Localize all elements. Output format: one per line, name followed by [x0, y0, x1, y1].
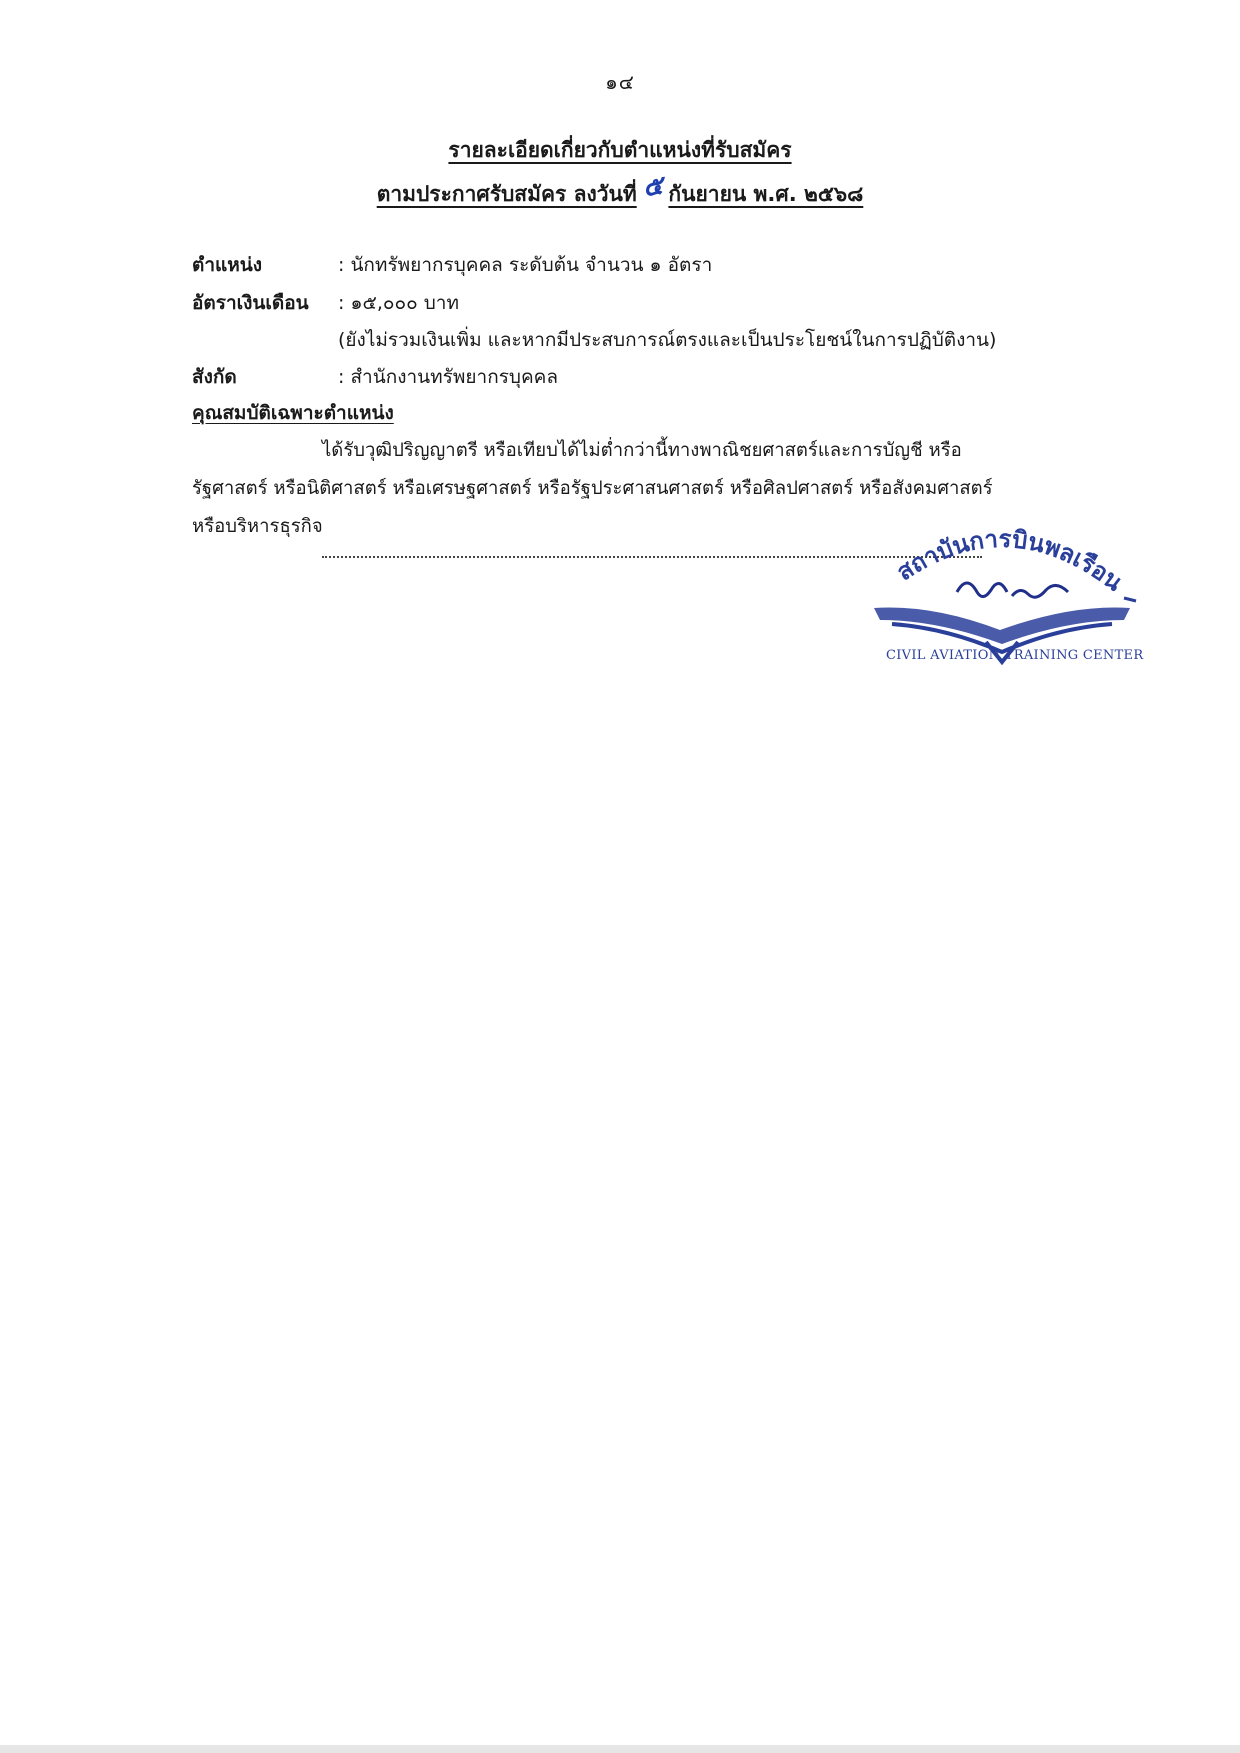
document-subtitle — [0, 172, 1240, 213]
position-value: : นักทรัพยากรบุคคล ระดับต้น จำนวน ๑ อัตรา — [338, 254, 713, 276]
document-title — [0, 134, 1240, 167]
qualification-line-2: รัฐศาสตร์ หรือนิติศาสตร์ หรือเศรษฐศาสตร์ หรือรัฐประศาสนศาสตร์ หรือศิลปศาสตร์ หรือสังคมศาสตร์ — [192, 478, 993, 499]
handwritten-day: ๕ — [640, 170, 665, 204]
qualification-heading: คุณสมบัติเฉพาะตำแหน่ง — [192, 402, 394, 424]
stamp-org-name — [892, 525, 1129, 597]
title-line-1: รายละเอียดเกี่ยวกับตำแหน่งที่รับสมัคร — [448, 138, 792, 162]
title-line-2-prefix: ตามประกาศรับสมัคร ลงวันที่ — [376, 182, 637, 206]
page-number: ๑๔ — [605, 70, 635, 94]
department-label: สังกัด — [192, 366, 237, 388]
salary-label: อัตราเงินเดือน — [192, 292, 309, 314]
title-line-2-suffix: กันยายน พ.ศ. ๒๕๖๘ — [668, 182, 864, 206]
qualification-line-3: หรือบริหารธุรกิจ — [192, 516, 323, 537]
department-value: : สำนักงานทรัพยากรบุคคล — [338, 366, 559, 388]
salary-note: (ยังไม่รวมเงินเพิ่ม และหากมีประสบการณ์ตรงและเป็นประโยชน์ในการปฏิบัติงาน) — [338, 329, 997, 351]
stamp-org-text: สถาบันการบินพลเรือน — [891, 524, 1128, 597]
scan-edge — [0, 1745, 1240, 1753]
signature-scribble — [957, 583, 1068, 597]
salary-value: : ๑๕,๐๐๐ บาท — [338, 292, 460, 314]
qualification-line-1: ได้รับวุฒิปริญญาตรี หรือเทียบได้ไม่ต่ำกว่านี้ทางพาณิชยศาสตร์และการบัญชี หรือ — [322, 440, 962, 461]
stamp-caption: CIVIL AVIATION TRAINING CENTER — [886, 648, 1144, 663]
position-label: ตำแหน่ง — [192, 254, 263, 276]
